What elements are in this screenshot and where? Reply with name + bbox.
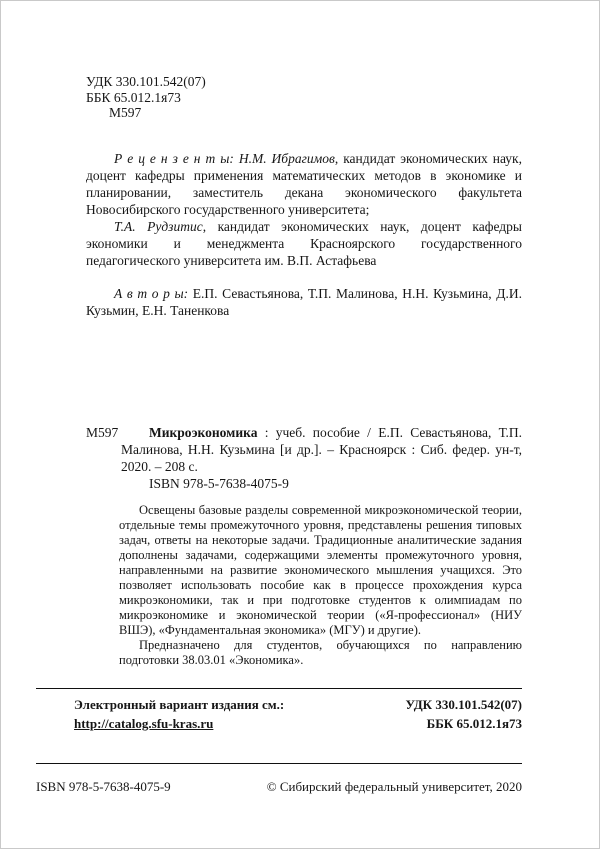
- reviewer-1-description: , кандидат экономических наук, доцент кафедры применения математических методов в экономике и планировании, заместитель декана экономического факультета Новосибирского государственного университета;: [86, 150, 522, 217]
- isbn-copyright-line: [36, 764, 522, 795]
- reviewer-1-name: Н.М. Ибрагимов: [238, 150, 335, 166]
- footer-codes-block: [405, 695, 522, 733]
- authors-paragraph: [86, 285, 522, 319]
- annotation-paragraph-1: Освещены базовые разделы современной микроэкономической теории, отдельные темы промежуточного уровня, представлены решения типовых задач, ответы на некоторые задачи. Традиционные аналитические задания дополнены задачами, содержащими элементы промежуточного уровня, направленными на развитие экономического мышления учащихся. Это позволяет использовать пособие как в процессе прохождения курса микроэкономики, так и при подготовке студентов к олимпиадам по микроэкономике и экономической теории («Я-профессионал» (НИУ ВШЭ), «Фундаментальная экономика» (МГУ) и другие).: [119, 502, 522, 637]
- annotation-paragraph-2: Предназначено для студентов, обучающихся по направлению подготовки 38.03.01 «Экономика».: [119, 637, 522, 667]
- bbk-code-footer: ББК 65.012.1я73: [426, 715, 522, 731]
- authors-names: Е.П. Севастьянова, Т.П. Малинова, Н.Н. Кузьмина, Д.И. Кузьмин, Е.Н. Таненкова: [86, 285, 522, 318]
- top-codes-block: [86, 74, 522, 121]
- reviewers-paragraph-1: [86, 150, 522, 218]
- authors-label: А в т о р ы:: [114, 285, 193, 301]
- udk-code-top: УДК 330.101.542(07): [86, 74, 206, 89]
- book-code-top: М597: [109, 105, 142, 120]
- footer-block: [36, 688, 522, 795]
- biblio-body: [121, 424, 522, 492]
- bbk-code-top: ББК 65.012.1я73: [86, 89, 181, 105]
- reviewer-2-description: , кандидат экономических наук, доцент кафедры экономики и менеджмента Красноярского государственного педагогического университета им. В.П. Астафьева: [86, 218, 522, 268]
- isbn-bottom: ISBN 978-5-7638-4075-9: [36, 778, 171, 794]
- biblio-isbn: ISBN 978-5-7638-4075-9: [149, 475, 289, 491]
- biblio-code: М597: [86, 424, 119, 440]
- udk-code-footer: УДК 330.101.542(07): [405, 696, 522, 712]
- reviewers-paragraph-2: [86, 218, 522, 269]
- catalog-url-link[interactable]: http://catalog.sfu-kras.ru: [74, 715, 214, 731]
- biblio-description: : учеб. пособие / Е.П. Севастьянова, Т.П. Малинова, Н.Н. Кузьмина [и др.]. – Красноярск : Сиб. федер. ун-т, 2020. – 208 с.: [121, 424, 522, 474]
- annotation-block: [119, 503, 522, 668]
- electronic-edition-block: [74, 695, 284, 733]
- biblio-main-paragraph: [121, 424, 522, 475]
- reviewers-label: Р е ц е н з е н т ы:: [114, 150, 239, 166]
- copyright-notice: © Сибирский федеральный университет, 2020: [266, 778, 522, 794]
- biblio-title: Микроэкономика: [149, 424, 258, 440]
- reviewers-block: [86, 150, 522, 269]
- electronic-edition-label: Электронный вариант издания см.:: [74, 696, 285, 712]
- footer-columns: [36, 689, 522, 763]
- reviewer-2-name: Т.А. Рудзитис: [114, 218, 203, 234]
- bibliographic-entry: [86, 424, 522, 492]
